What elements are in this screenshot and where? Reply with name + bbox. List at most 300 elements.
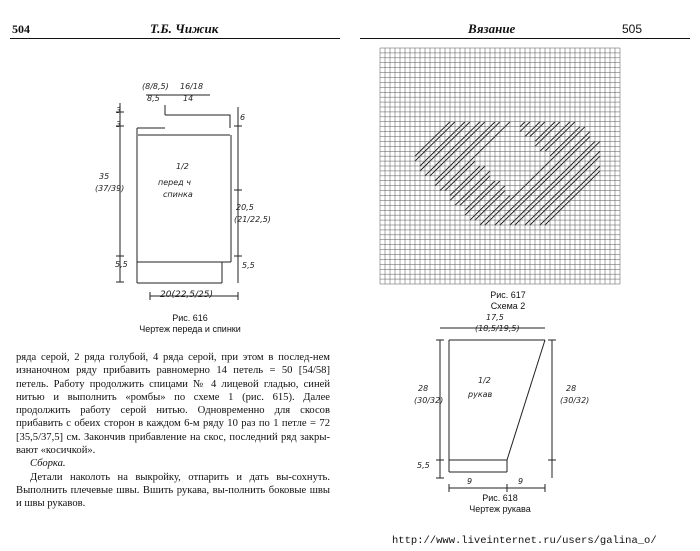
chart-hatched-cell bbox=[440, 156, 445, 161]
chart-hatched-cell bbox=[565, 127, 570, 132]
chart-hatched-cell bbox=[460, 141, 465, 146]
chart-hatched-cell bbox=[565, 137, 570, 142]
chart-hatched-cell bbox=[535, 181, 540, 186]
chart-hatched-cell bbox=[550, 122, 555, 127]
fig618-top-width: 17,5 bbox=[486, 313, 504, 322]
chart-hatched-cell bbox=[505, 196, 510, 201]
chart-hatched-cell bbox=[440, 186, 445, 191]
chart-hatched-cell bbox=[580, 181, 585, 186]
chart-hatched-cell bbox=[580, 127, 585, 132]
chart-hatched-cell bbox=[450, 166, 455, 171]
chart-hatched-cell bbox=[460, 196, 465, 201]
chart-hatched-cell bbox=[440, 132, 445, 137]
chart-hatched-cell bbox=[510, 220, 515, 225]
chart-hatched-cell bbox=[435, 146, 440, 151]
fig618-center-half: 1/2 bbox=[478, 376, 491, 385]
chart-hatched-cell bbox=[445, 186, 450, 191]
fig618-right-height: 28 bbox=[566, 384, 577, 393]
fig618-caption-number: Рис. 618 bbox=[482, 493, 518, 503]
chart-hatched-cell bbox=[515, 220, 520, 225]
chart-hatched-cell bbox=[485, 205, 490, 210]
chart-hatched-cell bbox=[455, 161, 460, 166]
chart-hatched-cell bbox=[565, 166, 570, 171]
chart-hatched-cell bbox=[460, 181, 465, 186]
chart-hatched-cell bbox=[440, 171, 445, 176]
fig618-top-width-alt: (18,5/19,5) bbox=[475, 324, 520, 333]
chart-hatched-cell bbox=[565, 141, 570, 146]
chart-hatched-cell bbox=[490, 215, 495, 220]
chart-hatched-cell bbox=[415, 151, 420, 156]
chart-hatched-cell bbox=[565, 122, 570, 127]
chart-hatched-cell bbox=[580, 141, 585, 146]
chart-hatched-cell bbox=[550, 141, 555, 146]
chart-hatched-cell bbox=[515, 191, 520, 196]
chart-hatched-cell bbox=[470, 132, 475, 137]
knitting-chart-grid bbox=[380, 48, 620, 284]
chart-hatched-cell bbox=[485, 127, 490, 132]
chart-hatched-cell bbox=[420, 161, 425, 166]
chart-hatched-cell bbox=[465, 210, 470, 215]
chart-hatched-cell bbox=[485, 132, 490, 137]
chart-hatched-cell bbox=[480, 191, 485, 196]
chart-hatched-cell bbox=[525, 220, 530, 225]
chart-hatched-cell bbox=[560, 156, 565, 161]
body-paragraph-2: Детали наколоть на выкройку, отпарить и дать вы-сохнуть. Выполнить плечевые швы. Вшить рукава, вы-полнить боковые швы и швы рукавов. bbox=[16, 471, 330, 510]
chart-hatched-cell bbox=[550, 156, 555, 161]
chart-hatched-cell bbox=[505, 200, 510, 205]
chart-hatched-cell bbox=[575, 186, 580, 191]
chart-hatched-cell bbox=[445, 156, 450, 161]
chart-hatched-cell bbox=[590, 156, 595, 161]
chart-hatched-cell bbox=[515, 205, 520, 210]
right-page-number: 505 bbox=[622, 22, 643, 36]
chart-hatched-cell bbox=[485, 191, 490, 196]
chart-hatched-cell bbox=[545, 220, 550, 225]
chart-hatched-cell bbox=[535, 137, 540, 142]
chart-hatched-cell bbox=[475, 141, 480, 146]
chart-hatched-cell bbox=[450, 122, 455, 127]
fig616-shoulder: 8,5 bbox=[147, 94, 160, 103]
fig616-caption-number: Рис. 616 bbox=[172, 313, 208, 323]
chart-hatched-cell bbox=[585, 146, 590, 151]
chart-hatched-cell bbox=[440, 127, 445, 132]
chart-hatched-cell bbox=[545, 127, 550, 132]
chart-hatched-cell bbox=[575, 146, 580, 151]
chart-hatched-cell bbox=[520, 215, 525, 220]
chart-hatched-cell bbox=[570, 122, 575, 127]
chart-hatched-cell bbox=[435, 166, 440, 171]
chart-hatched-cell bbox=[550, 200, 555, 205]
chart-hatched-cell bbox=[560, 205, 565, 210]
chart-hatched-cell bbox=[460, 200, 465, 205]
running-author: Т.Б. Чижик bbox=[150, 21, 219, 36]
chart-hatched-cell bbox=[500, 200, 505, 205]
chart-hatched-cell bbox=[525, 181, 530, 186]
chart-hatched-cell bbox=[470, 161, 475, 166]
chart-hatched-cell bbox=[475, 196, 480, 201]
chart-hatched-cell bbox=[430, 171, 435, 176]
chart-hatched-cell bbox=[570, 161, 575, 166]
chart-hatched-cell bbox=[560, 171, 565, 176]
chart-hatched-cell bbox=[585, 137, 590, 142]
chart-hatched-cell bbox=[435, 181, 440, 186]
chart-hatched-cell bbox=[420, 146, 425, 151]
chart-hatched-cell bbox=[540, 137, 545, 142]
chart-hatched-cell bbox=[540, 210, 545, 215]
chart-hatched-cell bbox=[450, 181, 455, 186]
chart-hatched-cell bbox=[435, 137, 440, 142]
chart-hatched-cell bbox=[465, 137, 470, 142]
chart-hatched-cell bbox=[455, 132, 460, 137]
chart-hatched-cell bbox=[560, 161, 565, 166]
fig616-neck-alt: 16/18 bbox=[180, 82, 204, 91]
chart-hatched-cell bbox=[555, 132, 560, 137]
chart-hatched-cell bbox=[550, 137, 555, 142]
chart-hatched-cell bbox=[445, 181, 450, 186]
chart-hatched-cell bbox=[455, 200, 460, 205]
chart-hatched-cell bbox=[490, 186, 495, 191]
chart-hatched-cell bbox=[580, 166, 585, 171]
chart-hatched-cell bbox=[570, 181, 575, 186]
chart-hatched-cell bbox=[480, 176, 485, 181]
chart-hatched-cell bbox=[545, 191, 550, 196]
chart-hatched-cell bbox=[545, 161, 550, 166]
chart-hatched-cell bbox=[555, 146, 560, 151]
chart-hatched-cell bbox=[480, 205, 485, 210]
chart-hatched-cell bbox=[465, 176, 470, 181]
chart-hatched-cell bbox=[555, 122, 560, 127]
fig616-center-half: 1/2 bbox=[176, 162, 189, 171]
chart-hatched-cell bbox=[445, 127, 450, 132]
chart-hatched-cell bbox=[530, 127, 535, 132]
chart-hatched-cell bbox=[570, 196, 575, 201]
fig618-left-height: 28 bbox=[418, 384, 429, 393]
chart-hatched-cell bbox=[465, 191, 470, 196]
chart-hatched-cell bbox=[560, 176, 565, 181]
chart-hatched-cell bbox=[425, 146, 430, 151]
chart-hatched-cell bbox=[595, 171, 600, 176]
chart-hatched-cell bbox=[420, 166, 425, 171]
chart-hatched-cell bbox=[490, 122, 495, 127]
chart-hatched-cell bbox=[485, 215, 490, 220]
chart-hatched-cell bbox=[450, 196, 455, 201]
chart-hatched-cell bbox=[480, 210, 485, 215]
chart-hatched-cell bbox=[445, 141, 450, 146]
chart-hatched-cell bbox=[445, 122, 450, 127]
chart-hatched-cell bbox=[520, 186, 525, 191]
chart-hatched-cell bbox=[475, 137, 480, 142]
chart-hatched-cell bbox=[545, 215, 550, 220]
chart-hatched-cell bbox=[430, 156, 435, 161]
chart-hatched-cell bbox=[445, 151, 450, 156]
chart-hatched-cell bbox=[415, 156, 420, 161]
chart-hatched-cell bbox=[550, 181, 555, 186]
chart-hatched-cell bbox=[480, 137, 485, 142]
chart-hatched-cell bbox=[550, 166, 555, 171]
chart-hatched-cell bbox=[430, 141, 435, 146]
chart-hatched-cell bbox=[480, 181, 485, 186]
fig616-caption-text: Чертеж переда и спинки bbox=[139, 324, 241, 334]
chart-hatched-cell bbox=[425, 156, 430, 161]
fig616-center-back: спинка bbox=[163, 190, 193, 199]
chart-hatched-cell bbox=[565, 181, 570, 186]
fig616-rib-left: 5,5 bbox=[115, 260, 128, 269]
chart-hatched-cell bbox=[435, 176, 440, 181]
chart-hatched-cell bbox=[525, 196, 530, 201]
chart-hatched-cell bbox=[580, 186, 585, 191]
chart-hatched-cell bbox=[495, 205, 500, 210]
chart-hatched-cell bbox=[560, 141, 565, 146]
fig618-left-height-alt: (30/32) bbox=[414, 396, 444, 405]
chart-hatched-cell bbox=[550, 196, 555, 201]
chart-hatched-cell bbox=[585, 151, 590, 156]
chart-hatched-cell bbox=[455, 141, 460, 146]
chart-hatched-cell bbox=[475, 151, 480, 156]
chart-hatched-cell bbox=[455, 186, 460, 191]
chart-hatched-cell bbox=[475, 127, 480, 132]
chart-hatched-cell bbox=[465, 146, 470, 151]
chart-hatched-cell bbox=[555, 191, 560, 196]
body-text bbox=[16, 351, 330, 511]
chart-hatched-cell bbox=[480, 166, 485, 171]
chart-hatched-cell bbox=[460, 156, 465, 161]
chart-hatched-cell bbox=[475, 215, 480, 220]
chart-hatched-cell bbox=[530, 220, 535, 225]
chart-hatched-cell bbox=[575, 132, 580, 137]
chart-hatched-cell bbox=[530, 132, 535, 137]
chart-hatched-cell bbox=[430, 137, 435, 142]
chart-hatched-cell bbox=[535, 122, 540, 127]
chart-hatched-cell bbox=[580, 171, 585, 176]
chart-hatched-cell bbox=[590, 146, 595, 151]
chart-hatched-cell bbox=[585, 166, 590, 171]
chart-hatched-cell bbox=[540, 191, 545, 196]
chart-hatched-cell bbox=[580, 151, 585, 156]
chart-hatched-cell bbox=[555, 137, 560, 142]
fig616-left-3b: 3 bbox=[116, 120, 122, 129]
chart-hatched-cell bbox=[470, 191, 475, 196]
chart-hatched-cell bbox=[440, 141, 445, 146]
chart-hatched-cell bbox=[475, 166, 480, 171]
chart-hatched-cell bbox=[465, 166, 470, 171]
chart-hatched-cell bbox=[470, 156, 475, 161]
chart-hatched-cell bbox=[430, 151, 435, 156]
fig616-height-alt: (37/39) bbox=[95, 184, 125, 193]
chart-hatched-cell bbox=[505, 122, 510, 127]
chart-hatched-cell bbox=[545, 186, 550, 191]
fig616-shoulder-alt: (8/8,5) bbox=[142, 82, 169, 91]
chart-hatched-cell bbox=[495, 122, 500, 127]
chart-hatched-cell bbox=[480, 196, 485, 201]
chart-hatched-cell bbox=[585, 181, 590, 186]
chart-hatched-cell bbox=[575, 191, 580, 196]
fig618-bottom-left: 9 bbox=[467, 477, 473, 486]
chart-hatched-cell bbox=[465, 161, 470, 166]
chart-hatched-cell bbox=[560, 127, 565, 132]
chart-hatched-cell bbox=[455, 146, 460, 151]
chart-hatched-cell bbox=[485, 186, 490, 191]
chart-hatched-cell bbox=[580, 156, 585, 161]
chart-hatched-cell bbox=[535, 141, 540, 146]
chart-hatched-cell bbox=[550, 127, 555, 132]
chart-hatched-cell bbox=[470, 215, 475, 220]
chart-hatched-cell bbox=[485, 220, 490, 225]
fig616-armhole-alt: (21/22,5) bbox=[234, 215, 271, 224]
chart-hatched-cell bbox=[470, 146, 475, 151]
chart-hatched-cell bbox=[460, 171, 465, 176]
chart-hatched-cell bbox=[570, 176, 575, 181]
chart-hatched-cell bbox=[585, 176, 590, 181]
chart-hatched-cell bbox=[455, 191, 460, 196]
chart-hatched-cell bbox=[570, 191, 575, 196]
chart-hatched-cell bbox=[570, 137, 575, 142]
chart-hatched-cell bbox=[540, 166, 545, 171]
chart-hatched-cell bbox=[425, 171, 430, 176]
body-paragraph-1: ряда серой, 2 ряда голубой, 4 ряда серой, при этом в послед-нем изнаночном ряду прибавить равномерно 14 петель = 50 [54/58] петель. Работу продолжить спицами № 4 лицевой гладью, синей нитью и выполнить «ромбы» по схеме 1 (рис. 615). Далее продолжить работу серой нитью. Одновременно для скосов прибавить с обеих сторон в каждом 6-м ряду 10 раз по 1 петле = 72 [35,5/37,5] см. Закончив прибавление на скос, последний ряд закры-вают «косичкой». bbox=[16, 352, 330, 457]
chart-hatched-cell bbox=[545, 141, 550, 146]
chart-hatched-cell bbox=[535, 186, 540, 191]
chart-hatched-cell bbox=[425, 141, 430, 146]
chart-hatched-cell bbox=[540, 196, 545, 201]
chart-hatched-cell bbox=[570, 132, 575, 137]
chart-hatched-cell bbox=[465, 122, 470, 127]
fig618-center-sleeve: рукав bbox=[468, 390, 493, 399]
chart-hatched-cell bbox=[485, 176, 490, 181]
chart-hatched-cell bbox=[520, 196, 525, 201]
chart-hatched-cell bbox=[470, 127, 475, 132]
fig618-caption-text: Чертеж рукава bbox=[469, 504, 531, 514]
chart-hatched-cell bbox=[460, 127, 465, 132]
chart-hatched-cell bbox=[565, 171, 570, 176]
chart-hatched-cell bbox=[575, 171, 580, 176]
fig618-bottom-right: 9 bbox=[518, 477, 524, 486]
chart-hatched-cell bbox=[495, 181, 500, 186]
chart-hatched-cell bbox=[470, 141, 475, 146]
chart-hatched-cell bbox=[530, 191, 535, 196]
chart-hatched-cell bbox=[545, 146, 550, 151]
chart-hatched-cell bbox=[560, 200, 565, 205]
chart-hatched-cell bbox=[540, 132, 545, 137]
chart-hatched-cell bbox=[490, 210, 495, 215]
chart-hatched-cell bbox=[525, 132, 530, 137]
chart-hatched-cell bbox=[450, 151, 455, 156]
chart-hatched-cell bbox=[575, 161, 580, 166]
fig616-rib-right: 5,5 bbox=[242, 261, 255, 270]
chart-hatched-cell bbox=[595, 151, 600, 156]
chart-hatched-cell bbox=[560, 186, 565, 191]
chart-hatched-cell bbox=[435, 132, 440, 137]
chart-hatched-cell bbox=[470, 186, 475, 191]
chart-hatched-cell bbox=[505, 210, 510, 215]
chart-hatched-cell bbox=[450, 146, 455, 151]
chart-hatched-cell bbox=[535, 171, 540, 176]
chart-hatched-cell bbox=[520, 127, 525, 132]
chart-hatched-cell bbox=[505, 215, 510, 220]
chart-hatched-cell bbox=[495, 191, 500, 196]
chart-hatched-cell bbox=[570, 166, 575, 171]
chart-hatched-cell bbox=[525, 205, 530, 210]
chart-hatched-cell bbox=[470, 176, 475, 181]
chart-hatched-cell bbox=[465, 151, 470, 156]
fig616-right-6: 6 bbox=[240, 113, 246, 122]
chart-hatched-cell bbox=[570, 146, 575, 151]
chart-hatched-cell bbox=[520, 122, 525, 127]
fig617-caption-text: Схема 2 bbox=[490, 301, 526, 311]
chart-hatched-cell bbox=[545, 205, 550, 210]
chart-hatched-cell bbox=[435, 161, 440, 166]
chart-hatched-cell bbox=[555, 166, 560, 171]
chart-hatched-cell bbox=[440, 146, 445, 151]
chart-hatched-cell bbox=[475, 186, 480, 191]
chart-hatched-cell bbox=[440, 176, 445, 181]
chart-hatched-cell bbox=[585, 161, 590, 166]
chart-hatched-cell bbox=[555, 196, 560, 201]
chart-hatched-cell bbox=[455, 127, 460, 132]
chart-hatched-cell bbox=[455, 156, 460, 161]
chart-hatched-cell bbox=[575, 127, 580, 132]
chart-hatched-cell bbox=[565, 156, 570, 161]
chart-hatched-cell bbox=[530, 215, 535, 220]
chart-hatched-cell bbox=[540, 146, 545, 151]
chart-hatched-cell bbox=[470, 200, 475, 205]
chart-hatched-cell bbox=[500, 220, 505, 225]
chart-hatched-cell bbox=[540, 220, 545, 225]
chart-hatched-cell bbox=[555, 176, 560, 181]
chart-hatched-cell bbox=[500, 127, 505, 132]
chart-hatched-cell bbox=[530, 176, 535, 181]
chart-hatched-cell bbox=[445, 171, 450, 176]
footer-url: http://www.liveinternet.ru/users/galina_o/ bbox=[392, 535, 657, 547]
fig618-cuff: 5,5 bbox=[417, 461, 430, 470]
chart-hatched-cell bbox=[525, 122, 530, 127]
chart-hatched-cell bbox=[545, 132, 550, 137]
chart-hatched-cell bbox=[545, 171, 550, 176]
chart-hatched-cell bbox=[560, 191, 565, 196]
chart-hatched-cell bbox=[595, 166, 600, 171]
chart-hatched-cell bbox=[455, 176, 460, 181]
chart-hatched-cell bbox=[535, 196, 540, 201]
chart-hatched-cell bbox=[510, 196, 515, 201]
chart-hatched-cell bbox=[565, 196, 570, 201]
chart-hatched-cell bbox=[510, 210, 515, 215]
chart-hatched-cell bbox=[595, 156, 600, 161]
chart-hatched-cell bbox=[540, 181, 545, 186]
chart-hatched-cell bbox=[490, 196, 495, 201]
chart-hatched-cell bbox=[465, 196, 470, 201]
chart-hatched-cell bbox=[485, 141, 490, 146]
chart-hatched-cell bbox=[520, 210, 525, 215]
chart-hatched-cell bbox=[470, 205, 475, 210]
chart-hatched-cell bbox=[475, 171, 480, 176]
chart-hatched-cell bbox=[450, 132, 455, 137]
chart-hatched-cell bbox=[540, 122, 545, 127]
left-page-number: 504 bbox=[12, 22, 30, 36]
chart-hatched-cell bbox=[590, 171, 595, 176]
chart-hatched-cell bbox=[490, 137, 495, 142]
fig616-width: 20(22,5/25) bbox=[160, 290, 213, 300]
chart-hatched-cell bbox=[510, 205, 515, 210]
chart-hatched-cell bbox=[545, 176, 550, 181]
chart-hatched-cell bbox=[450, 191, 455, 196]
chart-hatched-cell bbox=[460, 151, 465, 156]
chart-hatched-cell bbox=[495, 196, 500, 201]
chart-hatched-cell bbox=[445, 166, 450, 171]
chart-hatched-cell bbox=[480, 146, 485, 151]
chart-hatched-cell bbox=[540, 176, 545, 181]
chart-hatched-cell bbox=[565, 151, 570, 156]
chart-hatched-cell bbox=[430, 166, 435, 171]
chart-hatched-cell bbox=[455, 171, 460, 176]
